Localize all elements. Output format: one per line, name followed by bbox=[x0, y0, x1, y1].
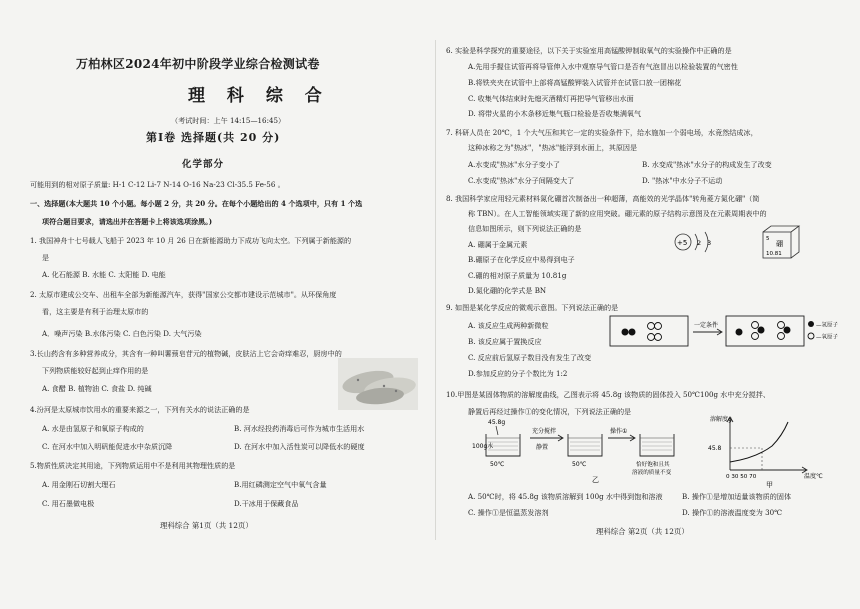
q4-option-b: B. 河水经投药消毒后可作为城市生活用水 bbox=[234, 424, 365, 433]
solubility-graph bbox=[706, 412, 836, 488]
svg-text:2: 2 bbox=[697, 239, 702, 247]
q7-option-d: D. "热冰"中水分子不运动 bbox=[642, 176, 723, 185]
svg-text:5: 5 bbox=[766, 236, 770, 242]
svg-text:45.8: 45.8 bbox=[708, 445, 722, 452]
q7-option-c: C.水变成"热冰"水分子间隔变大了 bbox=[468, 176, 575, 185]
svg-text:充分搅拌: 充分搅拌 bbox=[532, 428, 557, 435]
q10-option-c: C. 操作①是恒温蒸发溶剂 bbox=[468, 508, 549, 517]
q2-stem-cont: 看，这主要是有利于治理太原市的 bbox=[42, 307, 149, 316]
q3-stem: 3.长山药含有多种营养成分，其含有一种叫薯蓣皂苷元的植物碱，皮肤沾上它会奇痒难忍，厨房中的 bbox=[30, 349, 342, 358]
svg-text:溶液的质量不变: 溶液的质量不变 bbox=[632, 470, 672, 476]
q5-stem: 5.物质性质决定其用途，下列物质运用中不是利用其物理性质的是 bbox=[30, 461, 236, 470]
q2-options: A．噪声污染 B.水体污染 C. 白色污染 D. 大气污染 bbox=[42, 329, 202, 338]
page-footer: 理科综合 第2页（共 12页） bbox=[596, 527, 689, 536]
svg-text:+5: +5 bbox=[677, 239, 688, 247]
q6-option-c: C. 收集气体结束时先熄灭酒精灯再把导气管移出水面 bbox=[468, 94, 634, 103]
page-1 bbox=[28, 0, 423, 609]
page-divider bbox=[435, 40, 436, 540]
q9-option-a: A. 该反应生成两种新微粒 bbox=[468, 321, 549, 330]
q7-option-b: B. 水变成"热冰"水分子的构成发生了改变 bbox=[642, 160, 772, 169]
instructions-line2: 项符合题目要求，请选出并在答题卡上将该选项涂黑。) bbox=[42, 217, 213, 226]
q8-option-d: D.氮化硼的化学式是 BN bbox=[468, 286, 547, 295]
svg-text:—氧原子: —氧原子 bbox=[816, 334, 839, 341]
q8-stem-cont: 称 TBN）。在人工智能领域实现了新的应用突破。硼元素的原子结构示意图及在元素周期表中的 bbox=[468, 209, 767, 218]
svg-text:10.81: 10.81 bbox=[766, 251, 782, 257]
exam-title: 万柏林区2024年初中阶段学业综合检测试卷 bbox=[76, 57, 320, 71]
q5-option-a: A. 用金刚石切割大理石 bbox=[42, 480, 116, 489]
chem-section-title: 化学部分 bbox=[182, 159, 225, 170]
q1-stem-cont: 是 bbox=[42, 253, 50, 262]
q7-option-a: A.水变成"热冰"水分子变小了 bbox=[468, 160, 560, 169]
svg-text:乙: 乙 bbox=[592, 476, 599, 484]
q8-option-b: B.硼原子在化学反应中易得到电子 bbox=[468, 255, 575, 264]
q1-stem: 1. 我国神舟十七号载人飞船于 2023 年 10 月 26 日在新能源助力下成功飞向太空。下列属于新能源的 bbox=[30, 236, 352, 245]
reaction-diagram bbox=[609, 312, 845, 352]
q8-option-a: A. 硼属于金属元素 bbox=[468, 240, 528, 249]
svg-text:50℃: 50℃ bbox=[490, 461, 505, 468]
svg-text:100g水: 100g水 bbox=[472, 443, 494, 450]
svg-text:0 30 50 70: 0 30 50 70 bbox=[726, 474, 757, 480]
q10-option-d: D. 操作①的溶液温度变为 30℃ bbox=[682, 508, 783, 517]
q6-option-a: A.先用手握住试管再将导管伸入水中观察导气管口是否有气泡冒出以检验装置的气密性 bbox=[468, 62, 738, 71]
q10-option-b: B. 操作①是增加适量该物质的固体 bbox=[682, 492, 792, 501]
svg-text:—氢原子: —氢原子 bbox=[816, 322, 839, 329]
q10-stem: 10.甲图是某固体物质的溶解度曲线，乙图表示将 45.8g 该物质的固体投入 50℃100g 水中充分搅拌、 bbox=[446, 390, 770, 399]
q4-stem: 4.汾河是太原城市饮用水的重要来源之一，下列有关水的说法正确的是 bbox=[30, 405, 250, 414]
instructions-line1: 一、选择题(本大题共 10 个小题。每小题 2 分，共 20 分。在每个小题给出的 4 个选项中，只有 1 个选 bbox=[30, 199, 363, 208]
svg-text:硼: 硼 bbox=[776, 240, 783, 248]
svg-text:操作①: 操作① bbox=[610, 428, 628, 435]
page-2 bbox=[446, 0, 846, 609]
yam-photo bbox=[338, 358, 418, 410]
svg-text:温度℃: 温度℃ bbox=[804, 473, 823, 480]
boron-periodic-cell bbox=[761, 224, 803, 260]
q9-stem: 9. 如图是某化学反应的微观示意图。下列说法正确的是 bbox=[446, 303, 619, 312]
svg-text:一定条件: 一定条件 bbox=[694, 322, 719, 329]
q5-option-c: C. 用石墨做电极 bbox=[42, 499, 95, 508]
q4-option-d: D. 在河水中加入活性炭可以降低水的硬度 bbox=[234, 442, 365, 451]
q6-stem: 6. 实验是科学探究的重要途径，以下关于实验室用高锰酸钾制取氧气的实验操作中正确的是 bbox=[446, 46, 732, 55]
q3-stem-cont: 下列物质能较好起到止痒作用的是 bbox=[42, 366, 149, 375]
svg-text:50℃: 50℃ bbox=[572, 461, 587, 468]
q9-option-d: D.参加反应的分子个数比为 1:2 bbox=[468, 369, 568, 378]
section-title: 第Ⅰ卷 选择题(共 20 分) bbox=[146, 131, 281, 144]
q5-option-d: D.干冰用于保藏食品 bbox=[234, 499, 299, 508]
q9-option-b: B. 该反应属于置换反应 bbox=[468, 337, 542, 346]
q4-option-a: A. 水是由氢原子和氧原子构成的 bbox=[42, 424, 144, 433]
svg-text:恰好饱和且其: 恰好饱和且其 bbox=[636, 462, 670, 468]
q10-option-a: A. 50℃时，将 45.8g 该物质溶解到 100g 水中得到饱和溶液 bbox=[468, 492, 663, 501]
subject-title: 理 科 综 合 bbox=[188, 86, 330, 106]
exam-time: （考试时间：上午 14:15—16:45） bbox=[171, 116, 286, 125]
q8-option-c: C.硼的相对原子质量为 10.81g bbox=[468, 271, 567, 280]
svg-text:静置: 静置 bbox=[536, 444, 549, 451]
svg-text:甲: 甲 bbox=[766, 481, 773, 488]
svg-text:3: 3 bbox=[707, 239, 712, 247]
q4-option-c: C. 在河水中加入明矾能促进水中杂质沉降 bbox=[42, 442, 173, 451]
q6-option-b: B.将铁夹夹在试管中上部将高锰酸钾装入试管并在试管口放一团棉花 bbox=[468, 78, 682, 87]
q5-option-b: B.用红磷测定空气中氧气含量 bbox=[234, 480, 327, 489]
q8-stem: 8. 我国科学家应用轻元素材料氮化硼首次制备出一种超薄，高能效的光学晶体"转角菱方氮化硼"（简 bbox=[446, 194, 760, 203]
q8-stem-cont2: 信息如图所示，则下列说法正确的是 bbox=[468, 224, 582, 233]
dissolution-figure bbox=[472, 416, 696, 486]
page-footer: 理科综合 第1页（共 12页） bbox=[160, 521, 253, 530]
q9-option-c: C. 反应前后氢原子数目没有发生了改变 bbox=[468, 353, 592, 362]
atomic-masses: 可能用到的相对原子质量: H-1 C-12 Li-7 N-14 O-16 Na-23 Cl-35.5 Fe-56 。 bbox=[30, 180, 285, 189]
svg-text:45.8g: 45.8g bbox=[488, 419, 506, 426]
q10-stem-cont: 静置后再经过操作①的变化情况，下列说法正确的是 bbox=[468, 407, 632, 416]
q7-stem-cont: 这种冰称之为"热冰"，"热冰"能浮到水面上，其原因是 bbox=[468, 143, 638, 152]
q7-stem: 7. 科研人员在 20℃，1 个大气压和其它一定的实验条件下，给水施加一个弱电场，水竟然结成冰， bbox=[446, 128, 758, 137]
q2-stem: 2. 太原市建成公交车、出租车全部为新能源汽车，获得"国家公交都市建设示范城市"。从环保角度 bbox=[30, 290, 337, 299]
q6-option-d: D. 将带火星的小木条移近集气瓶口检验是否收集满氧气 bbox=[468, 109, 642, 118]
svg-text:溶解度g: 溶解度g bbox=[710, 416, 732, 423]
boron-atom-diagram bbox=[671, 226, 731, 258]
q3-options: A. 食醋 B. 植物油 C. 食盐 D. 纯碱 bbox=[42, 384, 152, 393]
q1-options: A. 化石能源 B. 水能 C. 太阳能 D. 电能 bbox=[42, 270, 166, 279]
